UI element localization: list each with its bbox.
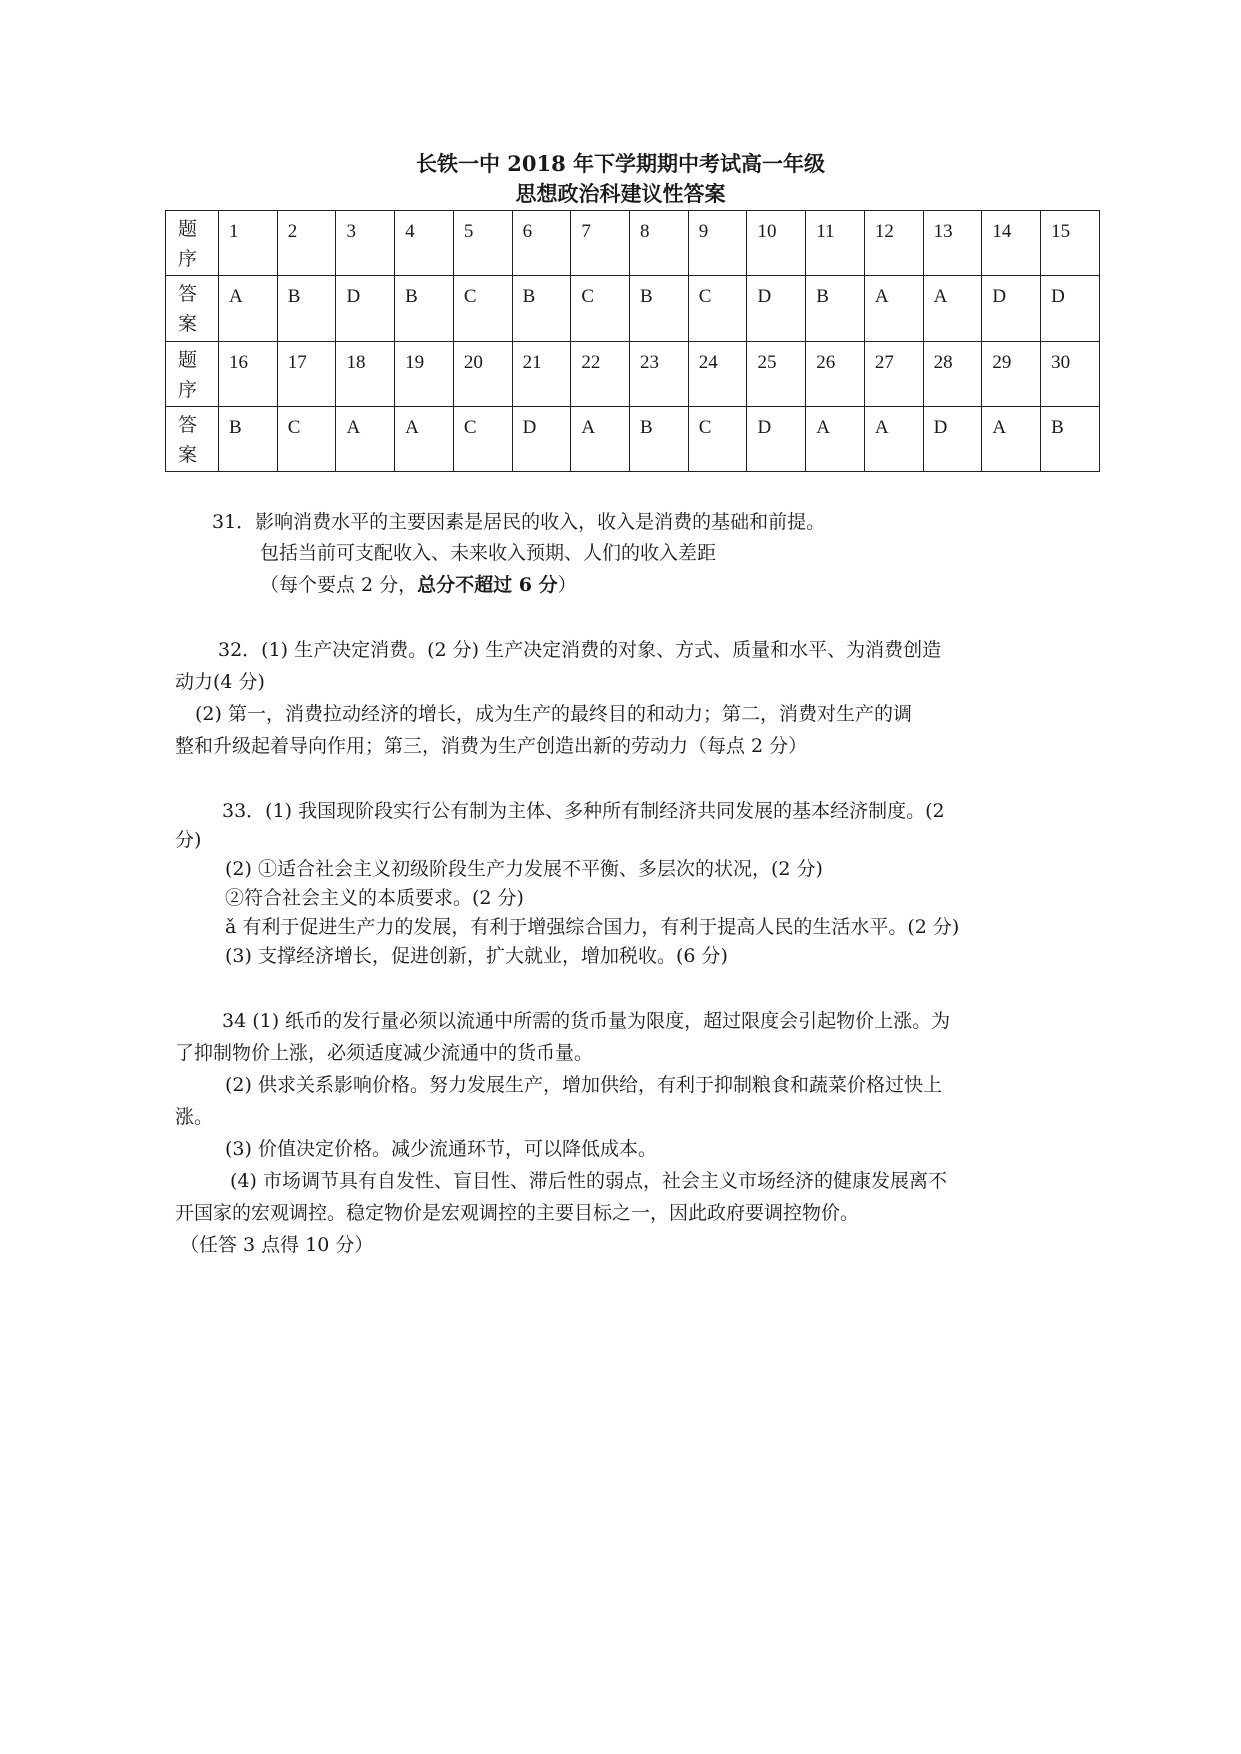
doc-title: 长铁一中 2018 年下学期期中考试高一年级 bbox=[415, 151, 826, 176]
table-cell: 18 bbox=[336, 341, 395, 406]
q33-line-6: (3) 支撑经济增长，促进创新，扩大就业，增加税收。(6 分) bbox=[225, 945, 728, 967]
table-cell: B bbox=[630, 406, 689, 471]
q32-line-3: (2) 第一，消费拉动经济的增长，成为生产的最终目的和动力；第二，消费对生产的调 bbox=[195, 703, 912, 725]
q33-line-2: 分) bbox=[175, 829, 202, 851]
table-cell: A bbox=[982, 406, 1041, 471]
row-header bbox=[166, 341, 219, 406]
table-cell: 10 bbox=[747, 211, 806, 276]
table-cell: 9 bbox=[688, 211, 747, 276]
row-header bbox=[166, 276, 219, 341]
row-header-char: 答 bbox=[178, 413, 198, 436]
q34-line-6: (4) 市场调节具有自发性、盲目性、滞后性的弱点，社会主义市场经济的健康发展离不 bbox=[230, 1170, 947, 1192]
table-cell: A bbox=[864, 406, 923, 471]
table-cell: 14 bbox=[982, 211, 1041, 276]
table-cell: 30 bbox=[1041, 341, 1100, 406]
table-cell: D bbox=[336, 276, 395, 341]
table-cell: 12 bbox=[864, 211, 923, 276]
row-header-char: 题 bbox=[178, 348, 198, 371]
table-cell: D bbox=[747, 276, 806, 341]
table-cell: 23 bbox=[630, 341, 689, 406]
table-row bbox=[166, 211, 1100, 276]
table-cell: B bbox=[512, 276, 571, 341]
table-cell: C bbox=[571, 276, 630, 341]
table-cell: D bbox=[512, 406, 571, 471]
table-cell: 28 bbox=[923, 341, 982, 406]
q32-line-4: 整和升级起着导向作用；第三，消费为生产创造出新的劳动力（每点 2 分） bbox=[175, 735, 808, 757]
table-row bbox=[166, 276, 1100, 341]
row-header-char: 案 bbox=[178, 443, 198, 466]
table-cell: 20 bbox=[453, 341, 512, 406]
table-cell: B bbox=[806, 276, 865, 341]
q31-line-3 bbox=[260, 571, 577, 599]
q31-note-bold: 总分不超过 6 分 bbox=[417, 574, 558, 596]
table-cell: D bbox=[747, 406, 806, 471]
table-cell: 16 bbox=[219, 341, 278, 406]
table-cell: 21 bbox=[512, 341, 571, 406]
table-cell: 13 bbox=[923, 211, 982, 276]
q33-line-4: ②符合社会主义的本质要求。(2 分) bbox=[225, 887, 524, 909]
table-cell: A bbox=[923, 276, 982, 341]
table-cell: C bbox=[688, 406, 747, 471]
table-cell: 1 bbox=[219, 211, 278, 276]
table-cell: A bbox=[395, 406, 454, 471]
table-cell: A bbox=[219, 276, 278, 341]
table-cell: B bbox=[395, 276, 454, 341]
q31-note-a: （每个要点 2 分， bbox=[260, 574, 418, 596]
table-cell: C bbox=[688, 276, 747, 341]
table-cell: 5 bbox=[453, 211, 512, 276]
table-cell: D bbox=[923, 406, 982, 471]
table-cell: 2 bbox=[277, 211, 336, 276]
table-cell: 6 bbox=[512, 211, 571, 276]
row-header bbox=[166, 406, 219, 471]
table-cell: C bbox=[453, 276, 512, 341]
q33-line-3: (2) ①适合社会主义初级阶段生产力发展不平衡、多层次的状况，(2 分) bbox=[225, 858, 823, 880]
row-header-char: 题 bbox=[178, 218, 198, 240]
q33-line-1: 33．(1) 我国现阶段实行公有制为主体、多种所有制经济共同发展的基本经济制度。(2 bbox=[222, 800, 945, 822]
table-cell: 8 bbox=[630, 211, 689, 276]
table-cell: D bbox=[982, 276, 1041, 341]
q34-line-4: 涨。 bbox=[175, 1106, 214, 1128]
table-cell: 17 bbox=[277, 341, 336, 406]
table-cell: 4 bbox=[395, 211, 454, 276]
table-cell: 11 bbox=[806, 211, 865, 276]
q34-line-7: 开国家的宏观调控。稳定物价是宏观调控的主要目标之一，因此政府要调控物价。 bbox=[175, 1202, 860, 1224]
table-cell: C bbox=[277, 406, 336, 471]
table-cell: 29 bbox=[982, 341, 1041, 406]
row-header-char: 案 bbox=[178, 313, 198, 336]
row-header-char: 序 bbox=[178, 248, 198, 270]
table-cell: 15 bbox=[1041, 211, 1100, 276]
answer-table bbox=[165, 210, 1100, 472]
table-cell: B bbox=[1041, 406, 1100, 471]
table-cell: 19 bbox=[395, 341, 454, 406]
q31-line-2: 包括当前可支配收入、未来收入预期、人们的收入差距 bbox=[260, 542, 717, 564]
q32-line-1: 32．(1) 生产决定消费。(2 分) 生产决定消费的对象、方式、质量和水平、为消费创造 bbox=[218, 639, 942, 661]
table-cell: A bbox=[336, 406, 395, 471]
q34-line-1: 34 (1) 纸币的发行量必须以流通中所需的货币量为限度，超过限度会引起物价上涨。为 bbox=[222, 1010, 951, 1032]
table-cell: B bbox=[219, 406, 278, 471]
table-cell: A bbox=[571, 406, 630, 471]
table-cell: 26 bbox=[806, 341, 865, 406]
table-cell: A bbox=[864, 276, 923, 341]
q31-note-c: ） bbox=[557, 574, 577, 596]
row-header bbox=[166, 211, 219, 276]
table-cell: C bbox=[453, 406, 512, 471]
q34-line-5: (3) 价值决定价格。减少流通环节，可以降低成本。 bbox=[225, 1138, 657, 1160]
q34-line-8: （任答 3 点得 10 分） bbox=[180, 1234, 374, 1256]
q31-line-1: 31．影响消费水平的主要因素是居民的收入，收入是消费的基础和前提。 bbox=[212, 511, 826, 533]
table-row bbox=[166, 406, 1100, 471]
q32-line-2: 动力(4 分) bbox=[175, 671, 265, 693]
table-cell: B bbox=[277, 276, 336, 341]
q34-line-2: 了抑制物价上涨，必须适度减少流通中的货币量。 bbox=[175, 1042, 594, 1064]
table-cell: B bbox=[630, 276, 689, 341]
row-header-char: 答 bbox=[178, 283, 198, 306]
q33-line-5: ǎ 有利于促进生产力的发展，有利于增强综合国力，有利于提高人民的生活水平。(2 分) bbox=[225, 916, 960, 938]
table-row bbox=[166, 341, 1100, 406]
table-cell: 7 bbox=[571, 211, 630, 276]
table-cell: 25 bbox=[747, 341, 806, 406]
q34-line-3: (2) 供求关系影响价格。努力发展生产，增加供给，有利于抑制粮食和蔬菜价格过快上 bbox=[225, 1074, 942, 1096]
table-cell: 22 bbox=[571, 341, 630, 406]
table-cell: 3 bbox=[336, 211, 395, 276]
table-cell: 24 bbox=[688, 341, 747, 406]
row-header-char: 序 bbox=[178, 378, 198, 401]
table-cell: D bbox=[1041, 276, 1100, 341]
table-cell: 27 bbox=[864, 341, 923, 406]
table-cell: A bbox=[806, 406, 865, 471]
doc-subtitle: 思想政治科建议性答案 bbox=[515, 181, 726, 206]
